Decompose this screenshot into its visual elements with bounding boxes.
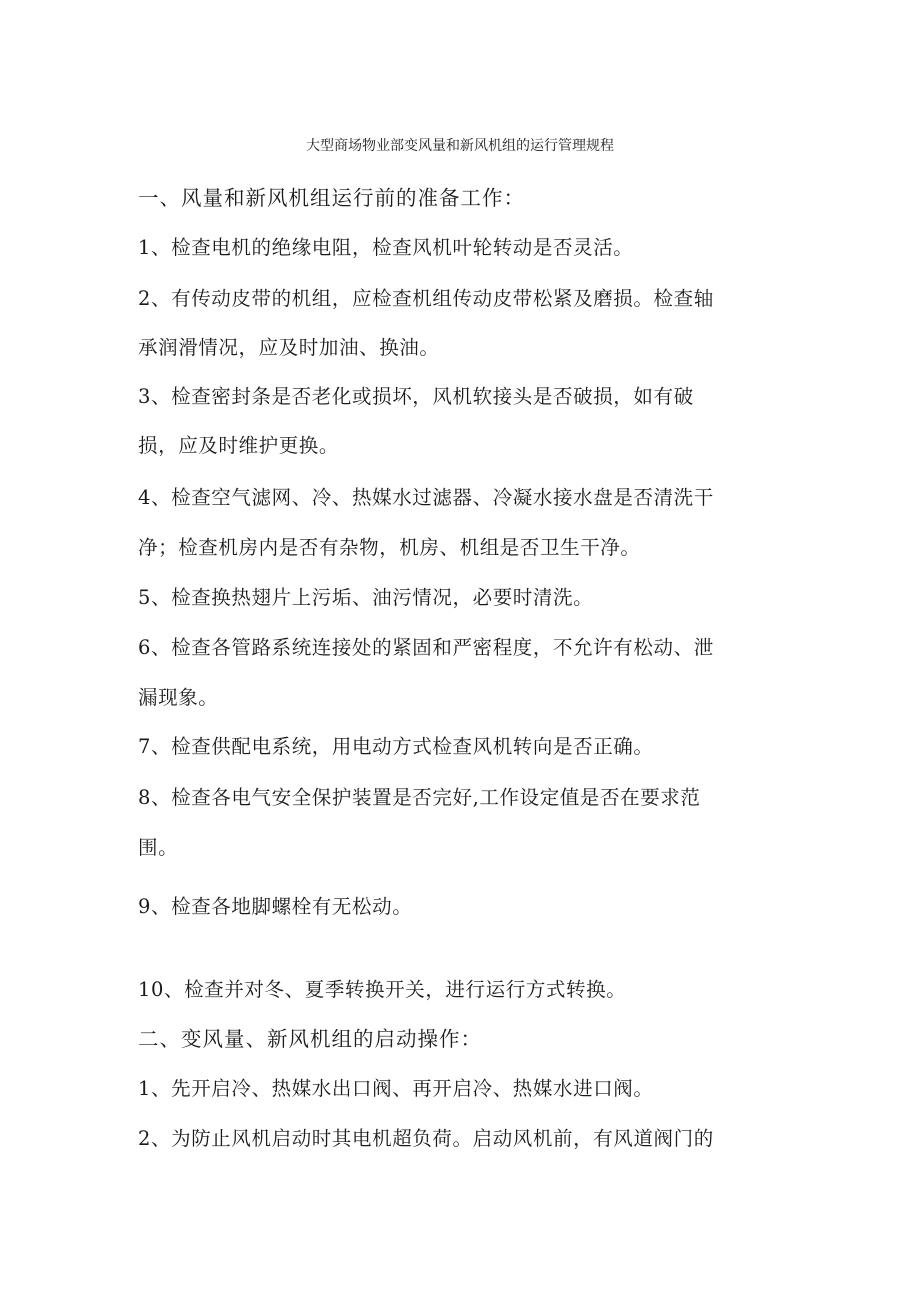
paragraph-line: 2、为防止风机启动时其电机超负荷。启动风机前，有风道阀门的	[138, 1127, 714, 1150]
paragraph-line: 7、检查供配电系统，用电动方式检查风机转向是否正确。	[138, 735, 654, 758]
paragraph-line: 漏现象。	[138, 686, 219, 709]
paragraph-line: 10、检查并对冬、夏季转换开关，进行运行方式转换。	[138, 978, 627, 1001]
paragraph-line: 1、检查电机的绝缘电阻，检查风机叶轮转动是否灵活。	[138, 236, 634, 259]
paragraph-line: 8、检查各电气安全保护装置是否完好,工作设定值是否在要求范	[138, 786, 701, 809]
paragraph-line: 9、检查各地脚螺栓有无松动。	[138, 895, 413, 918]
paragraph-line: 4、检查空气滤网、冷、热媒水过滤器、冷凝水接水盘是否清洗干	[138, 486, 714, 509]
paragraph-line: 5、检查换热翅片上污垢、油污情况，必要时清洗。	[138, 586, 594, 609]
paragraph-line: 2、有传动皮带的机组，应检查机组传动皮带松紧及磨损。检查轴	[138, 287, 714, 310]
paragraph-line: 围。	[138, 836, 179, 859]
paragraph-line: 3、检查密封条是否老化或损坏，风机软接头是否破损，如有破	[138, 385, 694, 408]
paragraph-line: 损，应及时维护更换。	[138, 434, 340, 457]
paragraph-line: 承润滑情况，应及时加油、换油。	[138, 336, 440, 359]
section-heading-1: 一、风量和新风机组运行前的准备工作：	[138, 186, 525, 210]
paragraph-line: 净；检查机房内是否有杂物，机房、机组是否卫生干净。	[138, 536, 641, 559]
paragraph-line: 6、检查各管路系统连接处的紧固和严密程度，不允许有松动、泄	[138, 636, 714, 659]
section-heading-2: 二、变风量、新风机组的启动操作：	[138, 1027, 482, 1051]
paragraph-line: 1、先开启冷、热媒水出口阀、再开启冷、热媒水进口阀。	[138, 1077, 654, 1100]
document-title: 大型商场物业部变风量和新风机组的运行管理规程	[306, 138, 614, 154]
